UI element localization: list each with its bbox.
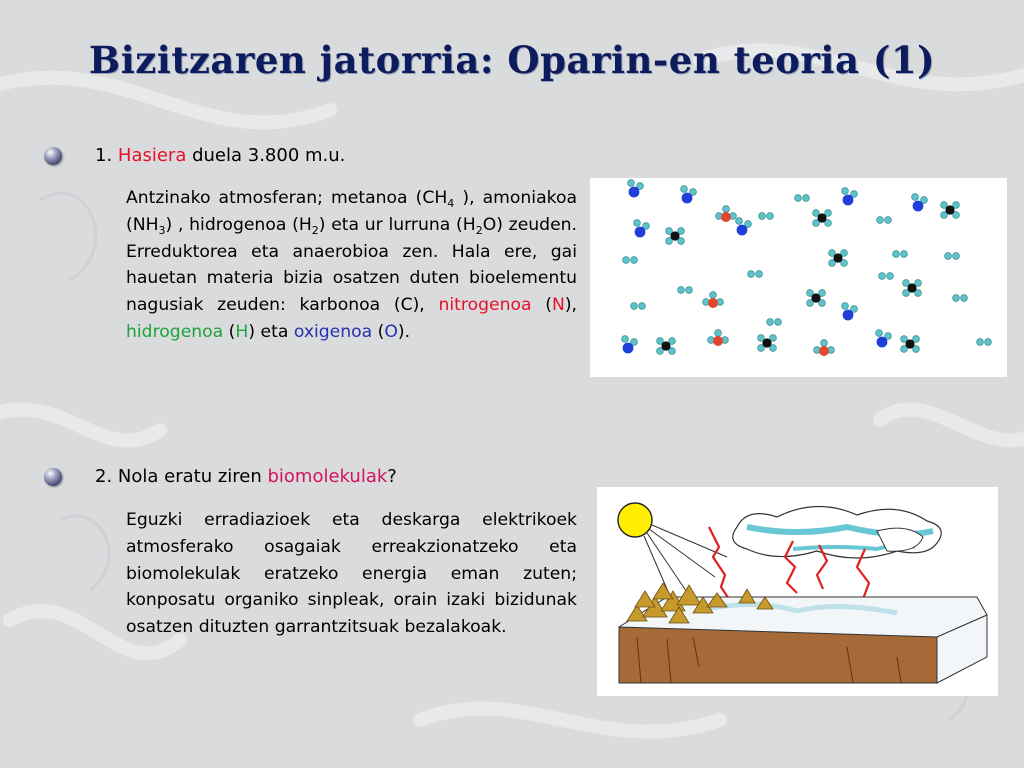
- landscape-drawing: [597, 487, 998, 696]
- section1-paragraph: Antzinako atmosferan; metanoa ($CH_4$ ), amoniakoa $(NH_3)$ , hidrogenoa $(H_2)$ eta ur lurruna $(H_2O)$ zeuden. Erreduktorea eta anaerobioa zen. Hala ere, gai hauetan materia bizia osatzen duten bioelementu nagusiak zeuden: karbonoa (C), nitrogenoa (N), hidrogenoa (H) eta oxigenoa (O).: [126, 188, 578, 342]
- p1-t3: ) , hidrogenoa (H: [165, 214, 312, 235]
- bullet-icon: [44, 468, 62, 486]
- section1-suffix: duela 3.800 m.u.: [186, 145, 346, 166]
- section2-highlight: biomolekulak: [267, 466, 388, 487]
- nitrogen-symbol: N: [551, 295, 565, 316]
- p1-and: eta: [255, 321, 294, 342]
- p1-t1: Antzinako atmosferan; metanoa (CH: [126, 188, 448, 208]
- molecules-drawing: [590, 178, 1007, 377]
- p1-t4: ) eta ur lurruna (H: [318, 214, 476, 235]
- hydrogen-word: hidrogenoa: [126, 321, 224, 342]
- sun-icon: [618, 503, 652, 537]
- oxygen-word: oxigenoa: [293, 321, 373, 342]
- p1-s1: 4: [447, 197, 455, 210]
- section2-prefix: 2. Nola eratu ziren: [95, 466, 268, 487]
- section1-heading: [95, 145, 345, 166]
- section2-heading: [95, 466, 397, 487]
- cloud-icon: [733, 506, 941, 558]
- bullet-icon: [44, 147, 62, 165]
- p1-t2: ), amoniakoa (NH: [126, 188, 577, 235]
- p1-end: ).: [397, 321, 411, 342]
- page-title: Bizitzaren jatorria: Oparin-en teoria (1): [88, 38, 936, 82]
- section1-prefix: 1.: [95, 145, 118, 166]
- nitrogen-word: nitrogenoa: [438, 295, 532, 316]
- hydrogen-symbol: H: [235, 321, 249, 342]
- p1-s2: 3: [158, 223, 166, 237]
- p1-s4: 2: [475, 223, 483, 237]
- p1-t5: O) zeuden. Erreduktorea eta anaerobioa zen. Hala ere, gai hauetan materia bizia osatzen duten bioelementu nagusiak zeuden: karbonoa (C),: [126, 214, 577, 316]
- section1-highlight: Hasiera: [117, 145, 187, 166]
- primitive-earth-illustration: [597, 487, 998, 696]
- oxygen-symbol: O: [384, 321, 398, 342]
- molecules-illustration: [590, 178, 1007, 377]
- section2-suffix: ?: [387, 466, 397, 487]
- section2-paragraph: Eguzki erradiazioek eta deskarga elektrikoek atmosferako osagaiak erreakzionatzeko eta biomolekulak eratzeko energia eman zuten; konposatu organiko sinpleak, orain izaki bizidunak osatzen dituzten garrantzitsuak bezalakoak.: [126, 510, 577, 638]
- p1-s3: 2: [311, 223, 319, 237]
